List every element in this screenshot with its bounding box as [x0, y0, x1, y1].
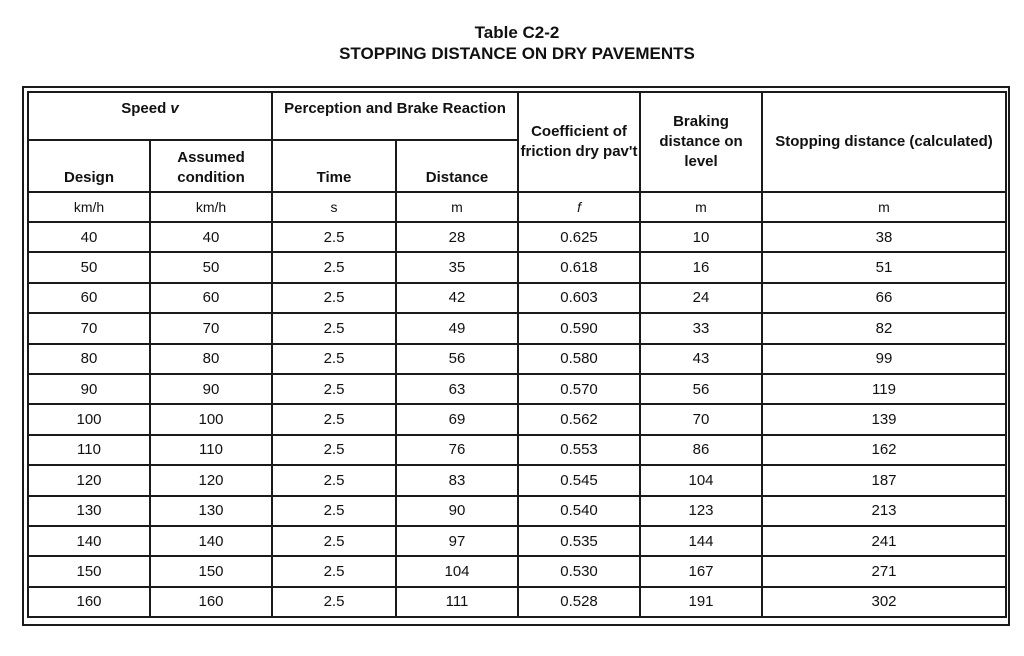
- reaction-distance-cell: 104: [396, 556, 518, 586]
- design-speed-cell: 60: [28, 283, 150, 313]
- speed-label: Speed: [121, 100, 167, 117]
- braking-distance-cell: 104: [640, 465, 762, 495]
- reaction-distance-cell: 49: [396, 313, 518, 343]
- friction-coefficient-cell: 0.528: [518, 587, 640, 617]
- braking-distance-cell: 16: [640, 252, 762, 282]
- friction-coefficient-cell: 0.535: [518, 526, 640, 556]
- friction-coefficient-cell: 0.570: [518, 374, 640, 404]
- distance-header: Distance: [396, 140, 518, 192]
- table-row: [28, 526, 1006, 556]
- assumed-speed-cell: 70: [150, 313, 272, 343]
- friction-coefficient-cell: 0.562: [518, 404, 640, 434]
- assumed-speed-cell: 160: [150, 587, 272, 617]
- reaction-time-cell: 2.5: [272, 222, 396, 252]
- unit-cell: s: [272, 192, 396, 222]
- reaction-time-cell: 2.5: [272, 283, 396, 313]
- table-row: [28, 374, 1006, 404]
- assumed-speed-cell: 40: [150, 222, 272, 252]
- design-speed-header: Design: [28, 140, 150, 192]
- braking-distance-cell: 86: [640, 435, 762, 465]
- friction-coefficient-cell: 0.553: [518, 435, 640, 465]
- reaction-time-cell: 2.5: [272, 496, 396, 526]
- stopping-distance-cell: 162: [762, 435, 1006, 465]
- assumed-speed-cell: 120: [150, 465, 272, 495]
- design-speed-cell: 140: [28, 526, 150, 556]
- unit-cell: m: [640, 192, 762, 222]
- assumed-speed-cell: 60: [150, 283, 272, 313]
- assumed-speed-cell: 150: [150, 556, 272, 586]
- stopping-distance-table: [27, 91, 1007, 618]
- friction-coefficient-cell: 0.540: [518, 496, 640, 526]
- design-speed-cell: 110: [28, 435, 150, 465]
- stopping-distance-cell: 213: [762, 496, 1006, 526]
- unit-cell: m: [396, 192, 518, 222]
- unit-cell: km/h: [150, 192, 272, 222]
- table-row: [28, 283, 1006, 313]
- assumed-speed-cell: 140: [150, 526, 272, 556]
- assumed-speed-cell: 80: [150, 344, 272, 374]
- table-row: [28, 435, 1006, 465]
- design-speed-cell: 160: [28, 587, 150, 617]
- friction-coefficient-cell: 0.625: [518, 222, 640, 252]
- table-row: [28, 313, 1006, 343]
- design-speed-cell: 90: [28, 374, 150, 404]
- reaction-distance-cell: 42: [396, 283, 518, 313]
- reaction-distance-cell: 69: [396, 404, 518, 434]
- reaction-distance-cell: 28: [396, 222, 518, 252]
- assumed-speed-cell: 50: [150, 252, 272, 282]
- unit-cell: f: [518, 192, 640, 222]
- design-speed-cell: 50: [28, 252, 150, 282]
- stopping-distance-cell: 271: [762, 556, 1006, 586]
- reaction-distance-cell: 90: [396, 496, 518, 526]
- reaction-time-cell: 2.5: [272, 313, 396, 343]
- table-title: STOPPING DISTANCE ON DRY PAVEMENTS: [339, 44, 695, 63]
- reaction-distance-cell: 83: [396, 465, 518, 495]
- design-speed-cell: 70: [28, 313, 150, 343]
- unit-cell: km/h: [28, 192, 150, 222]
- stopping-distance-cell: 139: [762, 404, 1006, 434]
- braking-distance-cell: 167: [640, 556, 762, 586]
- stopping-distance-cell: 241: [762, 526, 1006, 556]
- reaction-time-cell: 2.5: [272, 404, 396, 434]
- unit-cell: m: [762, 192, 1006, 222]
- stopping-distance-header: Stopping distance (calculated): [762, 92, 1006, 192]
- braking-distance-cell: 10: [640, 222, 762, 252]
- braking-distance-cell: 144: [640, 526, 762, 556]
- table-row: [28, 496, 1006, 526]
- table-row: [28, 344, 1006, 374]
- assumed-speed-cell: 110: [150, 435, 272, 465]
- stopping-distance-cell: 99: [762, 344, 1006, 374]
- table-row: [28, 252, 1006, 282]
- friction-coefficient-cell: 0.530: [518, 556, 640, 586]
- table-number: Table C2-2: [474, 23, 560, 42]
- braking-distance-cell: 24: [640, 283, 762, 313]
- speed-symbol: v: [170, 100, 179, 117]
- friction-coefficient-cell: 0.545: [518, 465, 640, 495]
- stopping-distance-cell: 119: [762, 374, 1006, 404]
- braking-distance-cell: 43: [640, 344, 762, 374]
- design-speed-cell: 150: [28, 556, 150, 586]
- table-row: [28, 556, 1006, 586]
- reaction-distance-cell: 111: [396, 587, 518, 617]
- stopping-distance-cell: 51: [762, 252, 1006, 282]
- design-speed-cell: 130: [28, 496, 150, 526]
- reaction-distance-cell: 63: [396, 374, 518, 404]
- braking-distance-cell: 33: [640, 313, 762, 343]
- reaction-time-cell: 2.5: [272, 374, 396, 404]
- coefficient-header: Coefficient of friction dry pav't: [518, 92, 640, 192]
- reaction-time-cell: 2.5: [272, 435, 396, 465]
- header-row-group: [28, 92, 1006, 140]
- braking-distance-cell: 191: [640, 587, 762, 617]
- braking-distance-header: Braking distance on level: [640, 92, 762, 192]
- friction-coefficient-cell: 0.590: [518, 313, 640, 343]
- reaction-time-cell: 2.5: [272, 587, 396, 617]
- stopping-distance-cell: 82: [762, 313, 1006, 343]
- stopping-distance-cell: 38: [762, 222, 1006, 252]
- reaction-time-cell: 2.5: [272, 556, 396, 586]
- stopping-distance-cell: 66: [762, 283, 1006, 313]
- reaction-time-cell: 2.5: [272, 465, 396, 495]
- braking-distance-cell: 123: [640, 496, 762, 526]
- design-speed-cell: 40: [28, 222, 150, 252]
- perception-reaction-header: Perception and Brake Reaction: [272, 92, 518, 140]
- table-row: [28, 587, 1006, 617]
- reaction-distance-cell: 56: [396, 344, 518, 374]
- friction-coefficient-cell: 0.618: [518, 252, 640, 282]
- assumed-speed-cell: 90: [150, 374, 272, 404]
- reaction-distance-cell: 76: [396, 435, 518, 465]
- friction-coefficient-cell: 0.580: [518, 344, 640, 374]
- reaction-time-cell: 2.5: [272, 344, 396, 374]
- speed-header: [28, 92, 272, 140]
- table-title-block: [0, 22, 1024, 64]
- reaction-time-cell: 2.5: [272, 252, 396, 282]
- time-header: Time: [272, 140, 396, 192]
- design-speed-cell: 100: [28, 404, 150, 434]
- assumed-speed-cell: 130: [150, 496, 272, 526]
- design-speed-cell: 120: [28, 465, 150, 495]
- reaction-time-cell: 2.5: [272, 526, 396, 556]
- reaction-distance-cell: 35: [396, 252, 518, 282]
- units-row: [28, 192, 1006, 222]
- table-row: [28, 222, 1006, 252]
- assumed-condition-header: Assumed condition: [150, 140, 272, 192]
- stopping-distance-cell: 187: [762, 465, 1006, 495]
- stopping-distance-cell: 302: [762, 587, 1006, 617]
- table-row: [28, 465, 1006, 495]
- braking-distance-cell: 56: [640, 374, 762, 404]
- friction-coefficient-cell: 0.603: [518, 283, 640, 313]
- assumed-speed-cell: 100: [150, 404, 272, 434]
- braking-distance-cell: 70: [640, 404, 762, 434]
- table-row: [28, 404, 1006, 434]
- reaction-distance-cell: 97: [396, 526, 518, 556]
- design-speed-cell: 80: [28, 344, 150, 374]
- table-body: [28, 222, 1006, 617]
